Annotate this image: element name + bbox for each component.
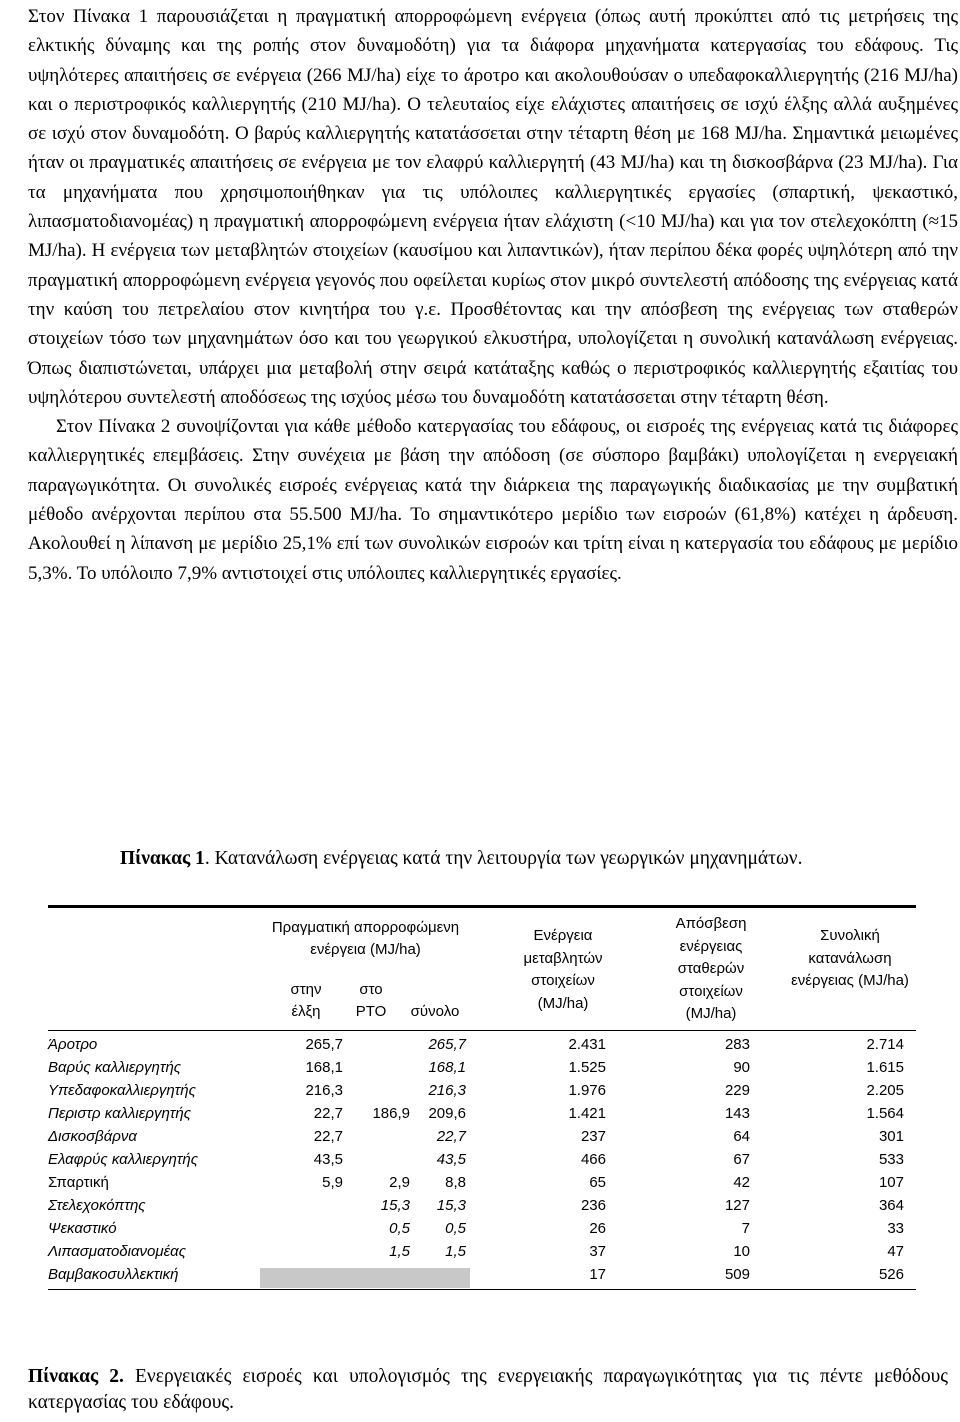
cell-depreciation: 143 [724, 1105, 750, 1122]
cell-name: Λιπασματοδιανομέας [48, 1243, 187, 1260]
cell-name: Σπαρτική [48, 1174, 109, 1191]
cell-depreciation: 64 [733, 1128, 750, 1145]
cell-traction: 168,1 [305, 1059, 343, 1076]
cell-pto: 0,5 [389, 1220, 410, 1237]
cell-name: Άροτρο [48, 1036, 98, 1053]
cell-name: Ελαφρύς καλλιεργητής [48, 1151, 199, 1168]
cell-name: Ψεκαστικό [48, 1220, 117, 1237]
shaded-cell [260, 1268, 470, 1288]
cell-depreciation: 509 [724, 1266, 750, 1283]
table-1-caption-label: Πίνακας 1 [120, 848, 205, 869]
cell-traction [280, 1241, 343, 1263]
cell-traction: 5,9 [322, 1174, 343, 1191]
cell-total: 8,8 [445, 1174, 466, 1191]
cell-total: 1,5 [445, 1243, 466, 1260]
cell-name: Υπεδαφοκαλλιεργητής [48, 1082, 196, 1099]
cell-depreciation: 90 [733, 1059, 750, 1076]
paragraph-2: Στον Πίνακα 2 συνοψίζονται για κάθε μέθοδο κατεργασίας του εδάφους, οι εισροές της ενέργειας κατά τις διάφορες καλλιεργητικές επεμβάσεις. Στην συνέχεια με βάση την απόδοση (σε σύσπορο βαμβάκι) υπολογίζεται η ενεργειακή παραγωγικότητα. Οι συνολικές εισροές ενέργειας κατά την διάρκεια της παραγωγικής διαδικασίας με την συμβατική μέθοδο ανέρχονται περίπου στα 55.500 MJ/ha. Το σημαντικότερο μερίδιο των εισροών (61,8%) κατέχει η άρδευση. Ακολουθεί η λίπανση με μερίδιο 25,1% επί των συνολικών εισροών και τρίτη είναι η κατεργασία του εδάφους με μερίδιο 5,3%. Το υπόλοιπο 7,9% αντιστοιχεί στις υπόλοιπες καλλιεργητικές εργασίες. [28, 416, 958, 584]
cell-overall: 301 [878, 1128, 904, 1145]
cell-variable: 236 [580, 1197, 606, 1214]
cell-overall: 533 [878, 1151, 904, 1168]
cell-name: Δισκοσβάρνα [48, 1128, 137, 1145]
table-1-caption [120, 846, 803, 872]
energy-table [48, 905, 916, 1290]
cell-depreciation: 42 [733, 1174, 750, 1191]
cell-pto [348, 1126, 410, 1148]
cell-overall: 107 [878, 1174, 904, 1191]
cell-total: 168,1 [428, 1059, 466, 1076]
cell-depreciation: 283 [724, 1036, 750, 1053]
cell-pto [348, 1034, 410, 1056]
cell-total: 265,7 [428, 1036, 466, 1053]
cell-name: Στελεχοκόπτης [48, 1197, 146, 1214]
cell-depreciation: 127 [724, 1197, 750, 1214]
cell-name: Περιστρ καλλιεργητής [48, 1105, 192, 1122]
cell-total: 209,6 [428, 1105, 466, 1122]
cell-traction [280, 1195, 343, 1217]
cell-traction: 43,5 [313, 1151, 343, 1168]
cell-pto [348, 1057, 410, 1079]
cell-traction: 216,3 [305, 1082, 343, 1099]
table-1-caption-text: . Κατανάλωση ενέργειας κατά την λειτουργία των γεωργικών μηχανημάτων. [204, 848, 803, 869]
table-2-caption [28, 1364, 948, 1416]
cell-overall: 2.714 [866, 1036, 904, 1053]
cell-overall: 33 [887, 1220, 904, 1237]
cell-depreciation: 229 [724, 1082, 750, 1099]
cell-variable: 237 [580, 1128, 606, 1145]
cell-variable: 26 [589, 1220, 606, 1237]
header-depreciation: Απόσβεση ενέργειας σταθερών στοιχείων (MJ/ha) [675, 915, 747, 1022]
cell-variable: 2.431 [568, 1036, 606, 1053]
cell-pto: 2,9 [389, 1174, 410, 1191]
cell-total: 43,5 [436, 1151, 466, 1168]
table-2-caption-label: Πίνακας 2. [28, 1366, 124, 1387]
cell-variable: 17 [589, 1266, 606, 1283]
header-total: σύνολο [410, 1003, 460, 1020]
cell-pto [348, 1149, 410, 1171]
table-header-rule [48, 1030, 916, 1031]
header-traction: στην έλξη [290, 981, 322, 1020]
header-variable-energy: Ενέργεια μεταβλητών στοιχείων (MJ/ha) [523, 927, 603, 1012]
cell-total: 22,7 [436, 1128, 466, 1145]
body-text [28, 2, 958, 588]
cell-name: Βαρύς καλλιεργητής [48, 1059, 182, 1076]
cell-overall: 2.205 [866, 1082, 904, 1099]
cell-overall: 364 [878, 1197, 904, 1214]
cell-overall: 1.564 [866, 1105, 904, 1122]
cell-variable: 65 [589, 1174, 606, 1191]
cell-pto: 15,3 [380, 1197, 410, 1214]
header-overall: Συνολική κατανάλωση ενέργειας (MJ/ha) [791, 927, 909, 989]
table-top-rule [48, 905, 916, 908]
cell-traction: 22,7 [313, 1105, 343, 1122]
cell-traction [280, 1218, 343, 1240]
cell-overall: 47 [887, 1243, 904, 1260]
table-bottom-rule [48, 1289, 916, 1290]
paragraph-1: Στον Πίνακα 1 παρουσιάζεται η πραγματική απορροφώμενη ενέργεια (όπως αυτή προκύπτει από τις μετρήσεις της ελκτικής δύναμης και της ροπής στον δυναμοδότη) για τα διάφορα μηχανήματα κατεργασίας του εδάφους. Τις υψηλότερες απαιτήσεις σε ενέργεια (266 MJ/ha) είχε το άροτρο και ακολουθούσαν ο υπεδαφοκαλλιεργητής (216 MJ/ha) και ο περιστροφικός καλλιεργητής (210 MJ/ha). Ο τελευταίος είχε ελάχιστες απαιτήσεις σε ισχύ έλξης αλλά αυξημένες σε ισχύ στον δυναμοδότη. Ο βαρύς καλλιεργητής κατατάσσεται στην τέταρτη θέση με 168 MJ/ha. Σημαντικά μειωμένες ήταν οι πραγματικές απαιτήσεις σε ενέργεια με τον ελαφρύ καλλιεργητή (43 MJ/ha) και τη δισκοσβάρνα (23 MJ/ha). Για τα μηχανήματα που χρησιμοποιήθηκαν για τις υπόλοιπες καλλιεργητικές εργασίες (σπαρτική, ψεκαστικό, λιπασματοδιανομέας) η πραγματική απορροφώμενη ενέργεια ήταν ελάχιστη (<10 MJ/ha) και για τον στελεχοκόπτη (≈15 MJ/ha). Η ενέργεια των μεταβλητών στοιχείων (καυσίμου και λιπαντικών), ήταν περίπου δέκα φορές υψηλότερη από την πραγματική απορροφώμενη ενέργεια γεγονός που οφείλεται κυρίως στον μικρό συντελεστή απόδοσης της ενέργειας κατά την καύση του πετρελαίου στον κινητήρα του γ.ε. Προσθέτοντας και την απόσβεση της ενέργειας των σταθερών στοιχείων τόσο των μηχανημάτων όσο και του γεωργικού ελκυστήρα, υπολογίζεται η συνολική κατανάλωση ενέργειας. Όπως διαπιστώνεται, υπάρχει μια μεταβολή στην σειρά κατάταξης καθώς ο περιστροφικός καλλιεργητής εξαιτίας του υψηλότερου συντελεστή αποδόσεως της ισχύος μέσω του δυναμοδότη κατατάσσεται στην τέταρτη θέση. [28, 6, 958, 408]
cell-overall: 1.615 [866, 1059, 904, 1076]
header-actual-energy: Πραγματική απορροφώμενη ενέργεια (MJ/ha) [271, 919, 460, 958]
header-pto: στο PTO [355, 981, 387, 1020]
cell-pto [348, 1080, 410, 1102]
cell-variable: 1.976 [568, 1082, 606, 1099]
cell-variable: 1.525 [568, 1059, 606, 1076]
cell-pto: 1,5 [389, 1243, 410, 1260]
cell-name: Βαμβακοσυλλεκτική [48, 1266, 179, 1283]
cell-variable: 37 [589, 1243, 606, 1260]
cell-pto: 186,9 [372, 1105, 410, 1122]
cell-traction: 22,7 [313, 1128, 343, 1145]
cell-total: 0,5 [445, 1220, 466, 1237]
cell-total: 216,3 [428, 1082, 466, 1099]
cell-variable: 466 [580, 1151, 606, 1168]
cell-depreciation: 67 [733, 1151, 750, 1168]
cell-traction: 265,7 [305, 1036, 343, 1053]
cell-overall: 526 [878, 1266, 904, 1283]
cell-total: 15,3 [436, 1197, 466, 1214]
cell-variable: 1.421 [568, 1105, 606, 1122]
cell-depreciation: 7 [741, 1220, 750, 1237]
cell-depreciation: 10 [733, 1243, 750, 1260]
table-2-caption-text: Ενεργειακές εισροές και υπολογισμός της ενεργειακής παραγωγικότητας για τις πέντε μεθόδους κατεργασίας του εδάφους. [28, 1366, 949, 1413]
